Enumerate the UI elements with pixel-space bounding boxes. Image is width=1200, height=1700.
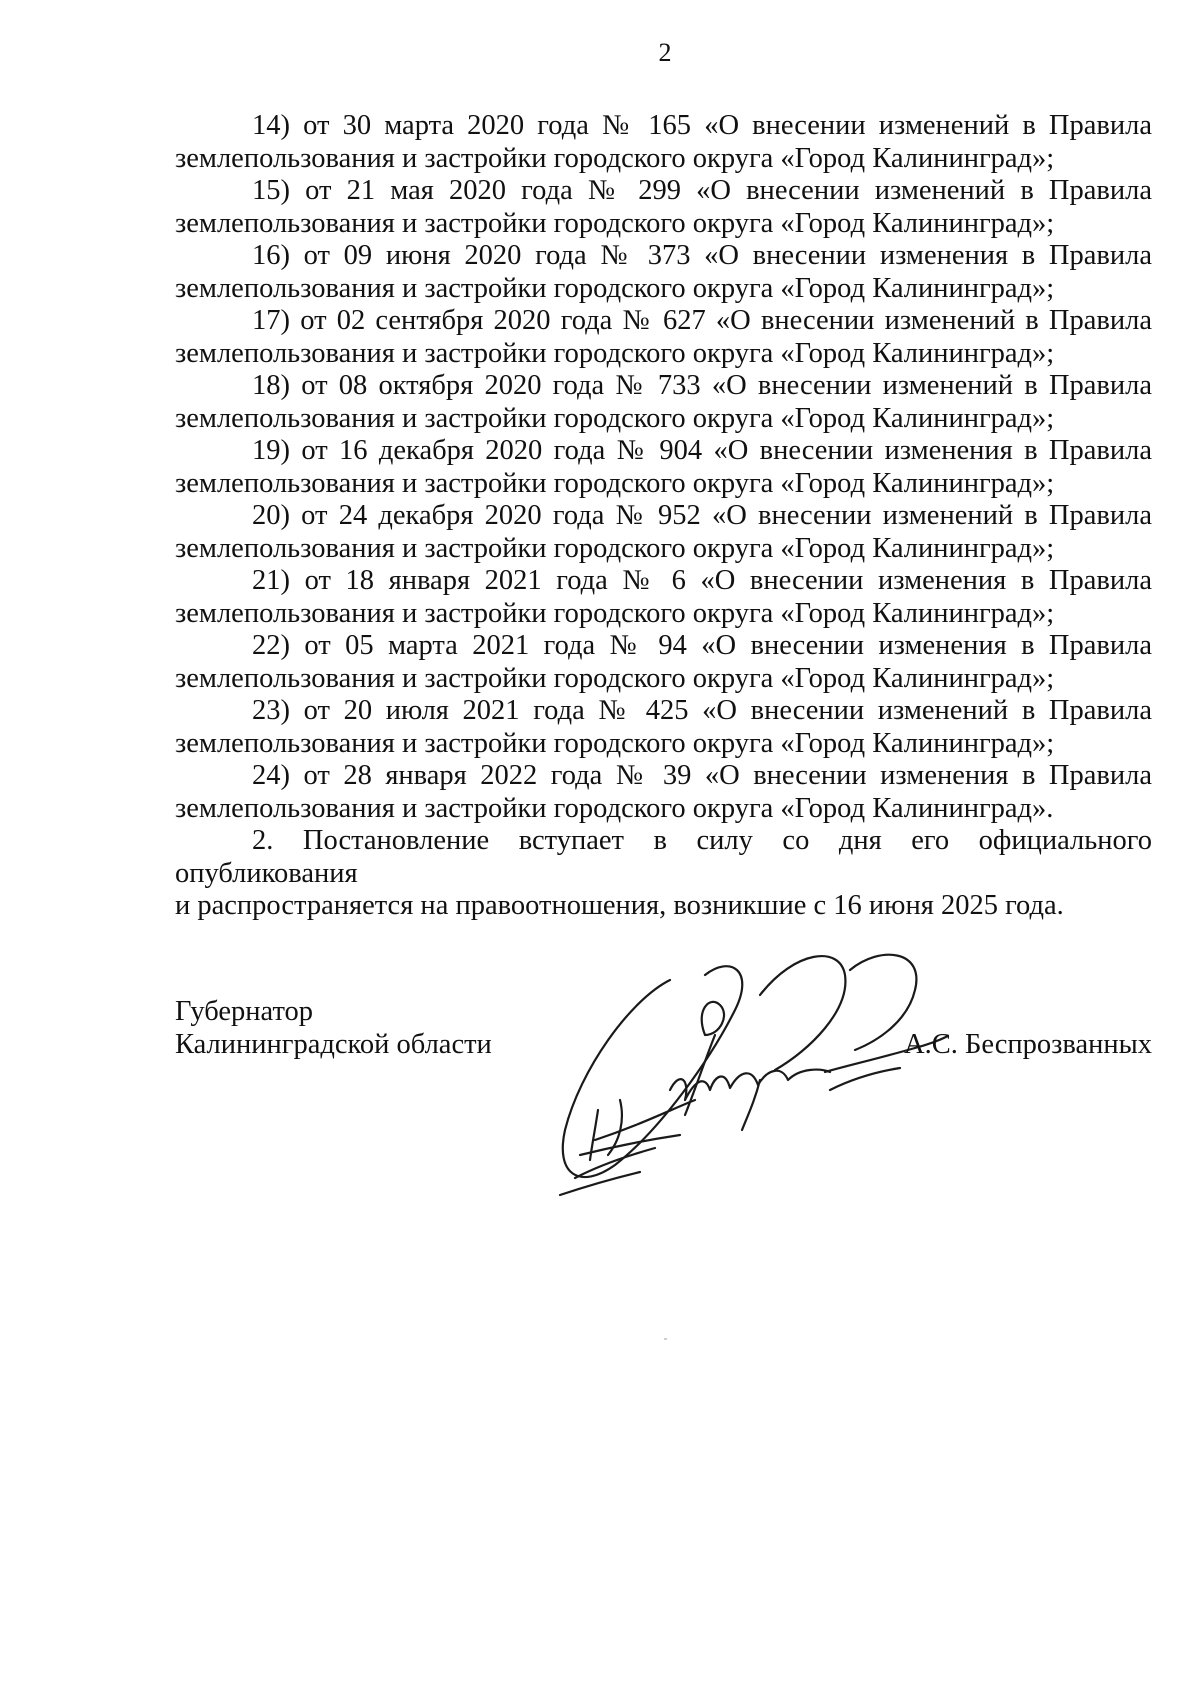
amendment-item-line-1: 22) от 05 марта 2021 года № 94 «О внесении изменения в Правила	[252, 630, 1152, 661]
amendment-item-line-2: землепользования и застройки городского округа «Город Калининград»;	[175, 662, 1055, 694]
amendment-item	[175, 695, 1152, 760]
amendment-item-line-1: 15) от 21 мая 2020 года № 299 «О внесении изменений в Правила	[252, 175, 1152, 206]
amendment-item-line-1: 17) от 02 сентября 2020 года № 627 «О внесении изменений в Правила	[252, 305, 1152, 336]
amendment-item	[175, 370, 1152, 435]
amendment-item	[175, 110, 1152, 175]
amendment-item	[175, 565, 1152, 630]
signatory-position	[175, 995, 492, 1061]
amendment-item	[175, 175, 1152, 240]
handwritten-signature	[520, 940, 960, 1210]
amendment-item-line-1: 21) от 18 января 2021 года № 6 «О внесении изменения в Правила	[252, 565, 1152, 596]
clause-2	[175, 825, 1152, 923]
amendment-item-line-2: землепользования и застройки городского округа «Город Калининград»;	[175, 467, 1055, 499]
amendment-item-line-1: 24) от 28 января 2022 года № 39 «О внесении изменения в Правила	[252, 760, 1152, 791]
amendment-item-line-2: землепользования и застройки городского округа «Город Калининград»;	[175, 272, 1055, 304]
amendment-item-line-2: землепользования и застройки городского округа «Город Калининград»;	[175, 532, 1055, 564]
signature-block	[175, 995, 1152, 1215]
amendment-item-line-2: землепользования и застройки городского округа «Город Калининград»;	[175, 597, 1055, 629]
amendment-item-line-2: землепользования и застройки городского округа «Город Калининград»;	[175, 727, 1055, 759]
amendment-item-line-1: 19) от 16 декабря 2020 года № 904 «О внесении изменения в Правила	[252, 435, 1152, 466]
amendment-item-line-2: землепользования и застройки городского округа «Город Калининград».	[175, 792, 1054, 824]
amendment-item-line-1: 23) от 20 июля 2021 года № 425 «О внесении изменений в Правила	[252, 695, 1152, 726]
amendment-item	[175, 240, 1152, 305]
amendment-item-line-2: землепользования и застройки городского округа «Город Калининград»;	[175, 337, 1055, 369]
amendment-item-line-1: 16) от 09 июня 2020 года № 373 «О внесении изменения в Правила	[252, 240, 1152, 271]
signatory-name: А.С. Беспрозванных	[904, 1029, 1152, 1060]
clause-2-line-2: и распространяется на правоотношения, возникшие с 16 июня 2025 года.	[175, 890, 1064, 921]
signatory-position-line-1: Губернатор	[175, 996, 314, 1027]
document-body	[175, 110, 1152, 923]
amendment-item-line-1: 14) от 30 марта 2020 года № 165 «О внесении изменений в Правила	[252, 110, 1152, 141]
amendments-list	[175, 110, 1152, 825]
amendment-item	[175, 630, 1152, 695]
amendment-item	[175, 500, 1152, 565]
amendment-item-line-2: землепользования и застройки городского округа «Город Калининград»;	[175, 207, 1055, 239]
amendment-item	[175, 435, 1152, 500]
amendment-item-line-2: землепользования и застройки городского округа «Город Калининград»;	[175, 402, 1055, 434]
clause-2-line-1: 2. Постановление вступает в силу со дня его официального опубликования	[175, 825, 1152, 889]
amendment-item-line-1: 18) от 08 октября 2020 года № 733 «О внесении изменений в Правила	[252, 370, 1152, 401]
amendment-item-line-1: 20) от 24 декабря 2020 года № 952 «О внесении изменений в Правила	[252, 500, 1152, 531]
amendment-item	[175, 305, 1152, 370]
page-number: 2	[658, 38, 672, 67]
amendment-item-line-2: землепользования и застройки городского округа «Город Калининград»;	[175, 142, 1055, 174]
amendment-item	[175, 760, 1152, 825]
scan-artifact	[664, 1338, 667, 1340]
signatory-position-line-2: Калининградской области	[175, 1029, 492, 1060]
